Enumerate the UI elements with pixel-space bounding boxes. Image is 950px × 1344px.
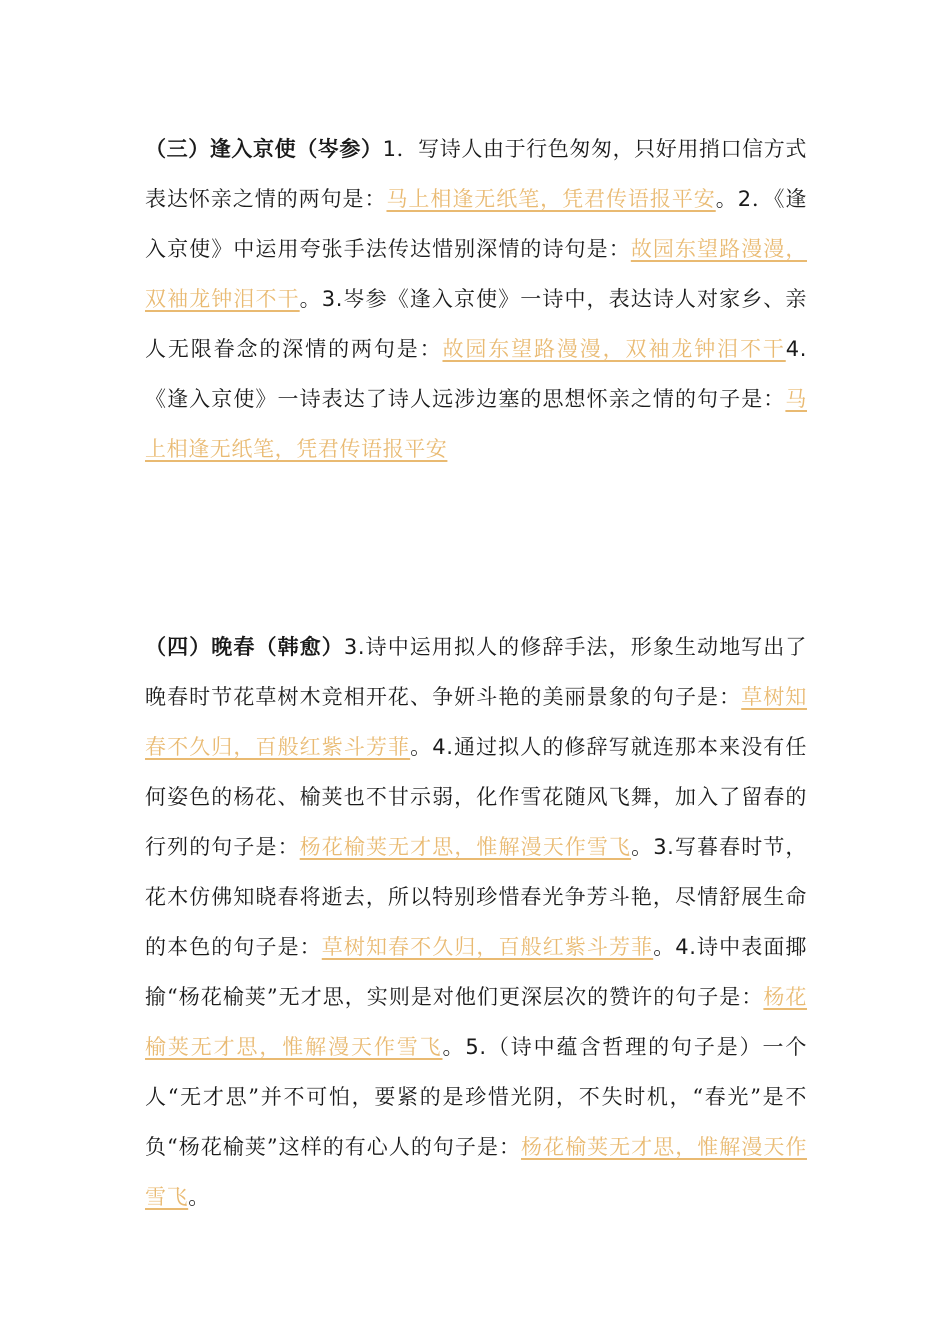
answer-text: 杨花榆荚无才思，惟解漫天作雪飞 [145,1135,807,1209]
section-feng-ru-jing-shi [145,124,807,474]
question-number: 4. [785,337,807,361]
question-number: 2． [737,187,774,211]
punctuation: 。 [715,187,738,211]
punctuation: 。 [442,1035,466,1059]
question-number: 3. [321,287,344,311]
question-text: 通过拟人的修辞写就连那本来没有任何姿色的杨花、榆荚也不甘示弱，化作雪花随风飞舞，加入了留春的行列的句子是： [145,735,808,859]
question-number: 1． [382,137,419,161]
question-text: 写暮春时节，花木仿佛知晓春将逝去，所以特别珍惜春光争芳斗艳，尽情舒展生命的本色的句子是： [145,835,808,959]
question-text: 《逢入京使》一诗表达了诗人远涉边塞的思想怀亲之情的句子是： [145,387,786,411]
answer-text: 故园东望路漫漫，双袖龙钟泪不干 [145,237,807,311]
question-text: 写诗人由于行色匆匆，只好用捎口信方式表达怀亲之情的两句是： [145,137,807,211]
question-number: 4. [675,935,697,959]
question-text: （诗中蕴含哲理的句子是）一个人“无才思”并不可怕，要紧的是珍惜光阴，不失时机，“春光”是不负“杨花榆荚”这样的有心人的句子是： [145,1035,807,1159]
answer-text: 马上相逢无纸笔，凭君传语报平安 [386,187,716,211]
section-heading: （三）逢入京使（岑参） [145,137,383,161]
answer-text: 故园东望路漫漫，双袖龙钟泪不干 [442,337,786,361]
section-wan-chun [145,622,807,1222]
question-text: 诗中运用拟人的修辞手法，形象生动地写出了晚春时节花草树木竞相开花、争妍斗艳的美丽景象的句子是： [145,635,807,709]
question-text: 岑参《逢入京使》一诗中，表达诗人对家乡、亲人无限眷念的深情的两句是： [145,287,808,361]
punctuation: 。 [410,735,433,759]
punctuation: 。 [299,287,322,311]
question-number: 5. [465,1035,487,1059]
section-heading: （四）晚春（韩愈） [145,635,344,659]
question-number: 3. [343,635,366,659]
answer-text: 马上相逢无纸笔，凭君传语报平安 [145,387,807,461]
question-text: 《逢入京使》中运用夸张手法传达惜别深情的诗句是： [145,187,808,261]
question-number: 4. [432,735,454,759]
punctuation: 。 [188,1185,210,1209]
question-text: 诗中表面揶揄“杨花榆荚”无才思，实则是对他们更深层次的赞许的句子是： [145,935,808,1009]
answer-text: 草树知春不久归，百般红紫斗芳菲 [321,935,654,959]
punctuation: 。 [631,835,654,859]
answer-text: 草树知春不久归，百般红紫斗芳菲 [145,685,807,759]
question-number: 3. [653,835,675,859]
punctuation: 。 [653,935,676,959]
answer-text: 杨花榆荚无才思，惟解漫天作雪飞 [145,985,808,1059]
answer-text: 杨花榆荚无才思，惟解漫天作雪飞 [299,835,632,859]
